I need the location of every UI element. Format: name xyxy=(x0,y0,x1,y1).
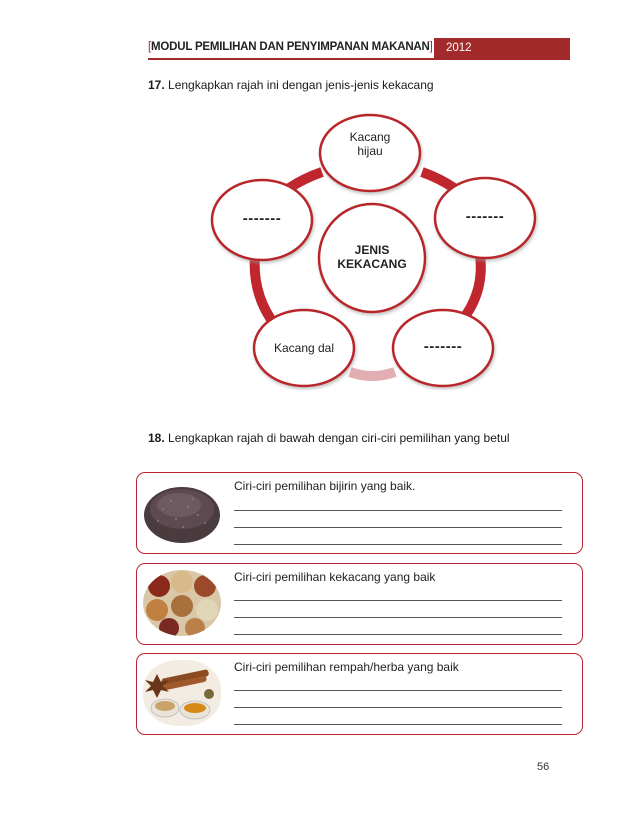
answer-line[interactable] xyxy=(234,690,562,691)
answer-line[interactable] xyxy=(234,634,562,635)
header-rule xyxy=(148,58,570,60)
page-number: 56 xyxy=(537,761,550,773)
answer-line[interactable] xyxy=(234,724,562,725)
node-top-label: Kacang hijau xyxy=(349,130,391,158)
center-label: JENIS KEKACANG xyxy=(337,243,407,271)
legume-criteria-box xyxy=(136,563,583,645)
header-year: 2012 xyxy=(434,38,570,58)
answer-line[interactable] xyxy=(234,617,562,618)
grain-criteria-title: Ciri-ciri pemilihan bijirin yang baik. xyxy=(234,479,416,493)
legume-criteria-title: Ciri-ciri pemilihan kekacang yang baik xyxy=(234,570,436,584)
node-bottom-right-blank: ------- xyxy=(423,338,463,355)
header-title: [MODUL PEMILIHAN DAN PENYIMPANAN MAKANAN] xyxy=(148,41,433,53)
legumes-bowls-image xyxy=(143,570,221,636)
answer-line[interactable] xyxy=(234,544,562,545)
answer-line[interactable] xyxy=(234,527,562,528)
spices-image xyxy=(143,660,221,726)
spice-criteria-box xyxy=(136,653,583,735)
answer-line[interactable] xyxy=(234,600,562,601)
ring-arc-bottom xyxy=(350,372,395,376)
node-right-blank: ------- xyxy=(465,208,505,225)
answer-line[interactable] xyxy=(234,510,562,511)
spice-criteria-title: Ciri-ciri pemilihan rempah/herba yang baik xyxy=(234,660,459,674)
node-left-blank: ------- xyxy=(242,210,282,227)
question-18: 18. Lengkapkan rajah di bawah dengan ciri-ciri pemilihan yang betul xyxy=(148,431,510,445)
answer-line[interactable] xyxy=(234,707,562,708)
question-17: 17. Lengkapkan rajah ini dengan jenis-jenis kekacang xyxy=(148,78,434,92)
grain-pile-image xyxy=(143,479,221,545)
grain-criteria-box xyxy=(136,472,583,554)
node-bottom-left-label: Kacang dal xyxy=(273,341,335,355)
ring-arc-left xyxy=(255,255,275,325)
page-header xyxy=(148,38,570,60)
legume-cycle-diagram xyxy=(200,110,540,390)
